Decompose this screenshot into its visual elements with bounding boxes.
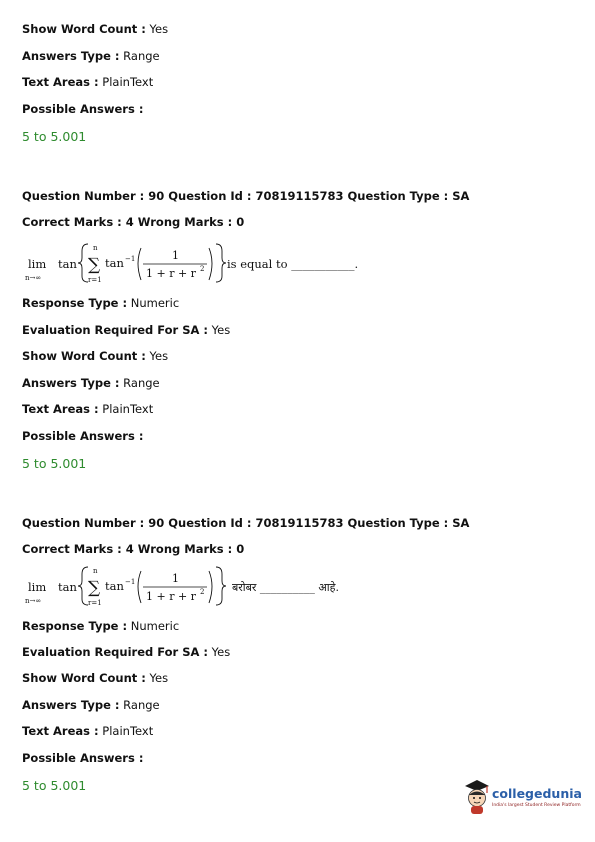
field-label: Text Areas :	[22, 75, 99, 89]
limit-expression	[22, 240, 402, 286]
text-areas-row	[22, 402, 153, 416]
answers-type-row	[22, 49, 160, 63]
lim-text: lim	[28, 257, 47, 271]
left-brace	[78, 567, 88, 605]
field-value: Range	[119, 698, 160, 712]
field-value: Range	[119, 376, 160, 390]
field-label: Text Areas :	[22, 724, 99, 738]
field-label: Answers Type :	[22, 698, 120, 712]
sum-upper: n	[93, 244, 98, 252]
inner-exponent: −1	[125, 255, 136, 263]
show-word-count-row	[22, 22, 168, 36]
field-value: Yes	[208, 645, 231, 659]
sum-lower: r=1	[88, 599, 102, 607]
response-type-row	[22, 619, 179, 633]
question-math	[22, 563, 402, 609]
field-label: Text Areas :	[22, 402, 99, 416]
field-label: Show Word Count :	[22, 22, 146, 36]
lim-subscript: n→∞	[25, 274, 42, 282]
math-suffix: बरोबर __________ आहे.	[232, 581, 339, 594]
evaluation-row	[22, 645, 230, 659]
possible-answers-label: Possible Answers :	[22, 751, 144, 765]
evaluation-row	[22, 323, 230, 337]
sum-upper: n	[93, 567, 98, 575]
question-header: Question Number : 90 Question Id : 70819115783 Question Type : SA	[22, 189, 470, 203]
field-label: Evaluation Required For SA :	[22, 323, 209, 337]
fraction-numerator: 1	[172, 572, 179, 585]
field-label: Show Word Count :	[22, 671, 146, 685]
question-marks: Correct Marks : 4 Wrong Marks : 0	[22, 542, 245, 556]
answers-type-row	[22, 376, 160, 390]
text-areas-row	[22, 75, 153, 89]
field-value: Range	[119, 49, 160, 63]
possible-answers-label: Possible Answers :	[22, 102, 144, 116]
response-type-row	[22, 296, 179, 310]
left-brace	[78, 244, 88, 282]
field-value: Yes	[145, 349, 169, 363]
possible-answers-label: Possible Answers :	[22, 429, 144, 443]
field-value: Yes	[208, 323, 231, 337]
field-value: PlainText	[98, 724, 154, 738]
logo-tagline: India's largest Student Review Platform	[492, 803, 581, 808]
denominator-exponent: 2	[200, 588, 205, 596]
limit-expression	[22, 563, 402, 609]
answers-type-row	[22, 698, 160, 712]
field-value: Yes	[145, 22, 169, 36]
field-value: Yes	[145, 671, 169, 685]
right-paren	[209, 248, 212, 280]
denominator-exponent: 2	[200, 265, 205, 273]
question-header: Question Number : 90 Question Id : 70819115783 Question Type : SA	[22, 516, 470, 530]
question-math	[22, 240, 402, 286]
field-label: Response Type :	[22, 619, 128, 633]
inner-tan: tan	[105, 256, 124, 270]
right-paren	[209, 571, 212, 603]
tan-text: tan	[58, 257, 77, 271]
show-word-count-row	[22, 671, 168, 685]
possible-answers-value: 5 to 5.001	[22, 456, 87, 471]
collegedunia-logo	[462, 777, 580, 817]
left-paren	[138, 571, 141, 603]
logo-wordmark: collegedunia	[492, 786, 582, 801]
fraction-denominator: 1 + r + r	[146, 267, 196, 280]
field-label: Answers Type :	[22, 376, 120, 390]
fraction-denominator: 1 + r + r	[146, 590, 196, 603]
question-marks: Correct Marks : 4 Wrong Marks : 0	[22, 215, 245, 229]
field-value: Numeric	[127, 619, 180, 633]
field-label: Evaluation Required For SA :	[22, 645, 209, 659]
student-mascot-icon	[462, 777, 492, 817]
right-brace	[216, 244, 226, 282]
field-label: Answers Type :	[22, 49, 120, 63]
fraction-numerator: 1	[172, 249, 179, 262]
inner-exponent: −1	[125, 578, 136, 586]
left-paren	[138, 248, 141, 280]
sum-lower: r=1	[88, 276, 102, 284]
field-label: Response Type :	[22, 296, 128, 310]
right-brace	[216, 567, 226, 605]
possible-answers-value: 5 to 5.001	[22, 129, 87, 144]
possible-answers-value: 5 to 5.001	[22, 778, 87, 793]
field-value: PlainText	[98, 402, 154, 416]
lim-text: lim	[28, 580, 47, 594]
field-label: Show Word Count :	[22, 349, 146, 363]
inner-tan: tan	[105, 579, 124, 593]
sigma-symbol: ∑	[88, 255, 101, 275]
field-value: Numeric	[127, 296, 180, 310]
show-word-count-row	[22, 349, 168, 363]
field-value: PlainText	[98, 75, 154, 89]
sigma-symbol: ∑	[88, 578, 101, 598]
tan-text: tan	[58, 580, 77, 594]
math-suffix: is equal to ___________.	[227, 257, 359, 271]
lim-subscript: n→∞	[25, 597, 42, 605]
text-areas-row	[22, 724, 153, 738]
